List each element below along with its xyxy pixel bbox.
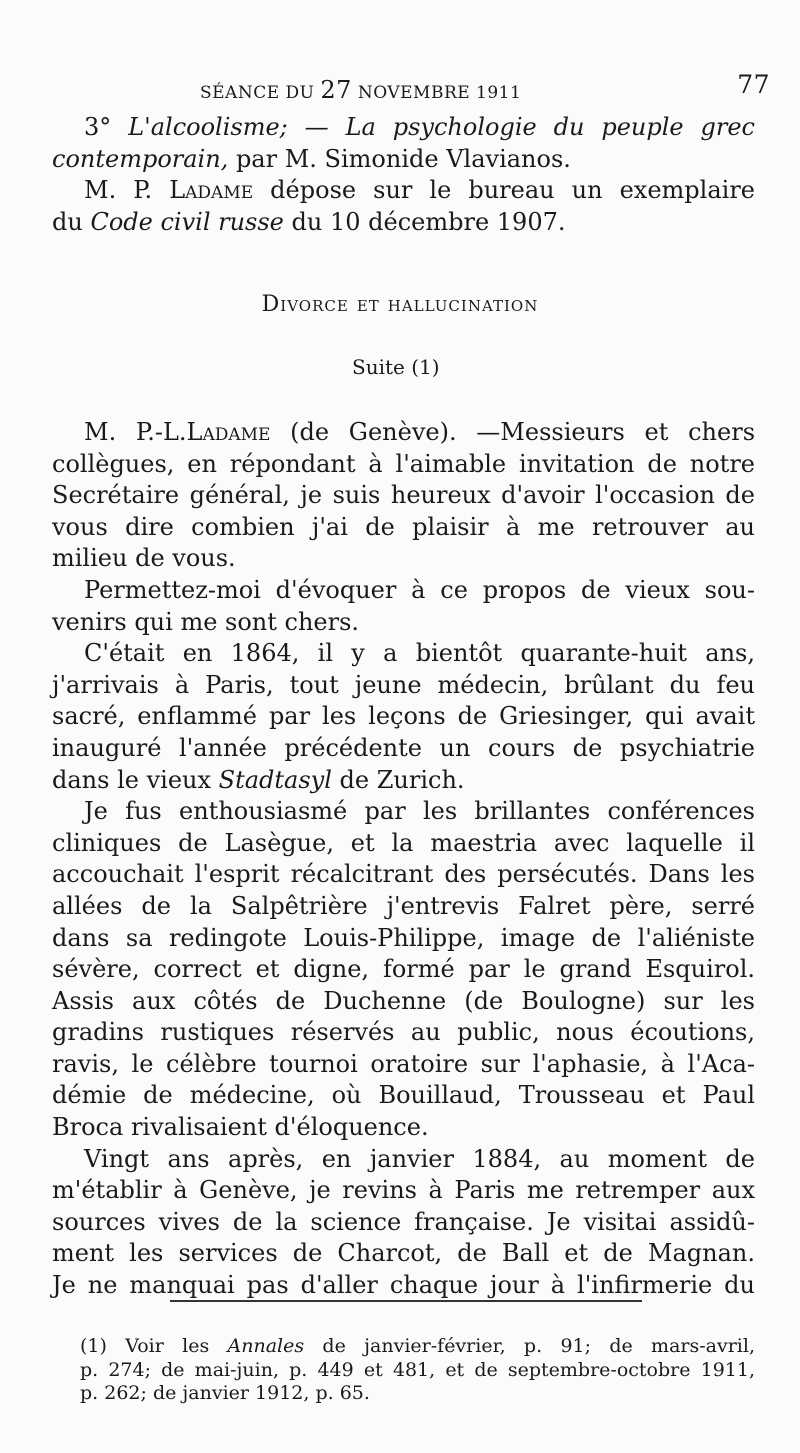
text-line: Vingt ans après, en janvier 1884, au moment de (84, 1144, 755, 1173)
text-line: démie de médecine, où Bouillaud, Trousseau et Paul (52, 1081, 755, 1110)
author-name: Ladame (169, 176, 254, 205)
text-line: venirs qui me sont chers. (52, 607, 360, 636)
footnote-line (80, 1335, 755, 1359)
text-line: allées de la Salpêtrière j'entrevis Falret père, serré (52, 891, 755, 920)
text-line: accouchait l'esprit récalcitrant des persécutés. Dans les (52, 860, 755, 889)
text-run: par M. Simonide Vlavianos. (228, 144, 571, 173)
footnote-line: p. 262; de janvier 1912, p. 65. (80, 1382, 370, 1404)
text-line (52, 112, 755, 144)
text-run: du 10 décembre 1907. (283, 207, 566, 236)
running-head (200, 76, 521, 104)
text-line: Broca rivalisaient d'éloquence. (52, 1113, 429, 1142)
text-line: Secrétaire général, je suis heureux d'avoir l'occasion de (52, 481, 755, 510)
text-line: C'était en 1864, il y a bientôt quarante-huit ans, (84, 639, 755, 668)
text-line: milieu de vous. (52, 544, 236, 573)
text-line: sacré, enflammé par les leçons de Griesinger, qui avait (52, 702, 755, 731)
text-run: M. P. (84, 176, 170, 205)
text-line: m'établir à Genève, je revins à Paris me retremper aux (52, 1176, 755, 1205)
text-line: sources vives de la science française. Je visitai assidû- (52, 1207, 755, 1236)
text-line: ment les services de Charcot, de Ball et de Magnan. (52, 1239, 755, 1268)
text-line: gradins rustiques réservés au public, nous écoutions, (52, 1018, 755, 1047)
text-line: Permettez-moi d'évoquer à ce propos de vieux sou- (84, 575, 755, 604)
text-run: (1) Voir les (80, 1335, 228, 1357)
italic-term: Stadtasyl (218, 765, 332, 794)
author-name: Ladame (186, 418, 271, 446)
text-line (52, 175, 755, 207)
text-line: sévère, correct et digne, formé par le grand Esquirol. (52, 955, 755, 984)
text-run: M. P.-L. (84, 418, 187, 446)
intro-block (52, 112, 755, 238)
italic-title: L'alcoolisme; — La psychologie du peuple grec (128, 113, 755, 141)
section-title: Divorce et hallucination (261, 292, 539, 317)
text-line: ravis, le célèbre tournoi oratoire sur l'aphasie, à l'Aca- (52, 1049, 755, 1078)
running-head-day: 27 (320, 76, 352, 104)
footnote-line: p. 274; de mai-juin, p. 449 et 481, et de septembre-octobre 1911, (80, 1358, 755, 1381)
running-head-part: NOVEMBRE 1911 (351, 83, 522, 103)
text-run: du (52, 207, 91, 236)
text-line (52, 417, 755, 449)
text-run: dépose sur le bureau un exemplaire (253, 176, 755, 205)
text-run: de Zurich. (331, 765, 465, 794)
text-run: de janvier-février, p. 91; de mars-avril, (304, 1335, 755, 1357)
italic-title: Code civil russe (90, 207, 284, 236)
page-number: 77 (737, 70, 770, 99)
footnote (80, 1335, 755, 1406)
text-line: dans sa redingote Louis-Philippe, image de l'aliéniste (52, 923, 755, 952)
italic-title: contemporain, (52, 144, 229, 173)
footnote-divider (170, 1300, 642, 1302)
text-run: dans le vieux (52, 765, 219, 794)
text-line (52, 765, 755, 797)
text-line: inauguré l'année précédente un cours de psychiatrie (52, 733, 755, 762)
text-line: Je fus enthousiasmé par les brillantes conférences (84, 797, 755, 826)
text-line (52, 207, 755, 239)
text-line: Assis aux côtés de Duchenne (de Boulogne) sur les (52, 986, 755, 1015)
section-subtitle: Suite (1) (352, 355, 440, 379)
text-run: (de Genève). —Messieurs et chers (270, 418, 756, 446)
text-line: j'arrivais à Paris, tout jeune médecin, brûlant du feu (52, 670, 755, 699)
text-line (52, 144, 755, 176)
text-run: 3° (84, 113, 129, 141)
text-line: collègues, en répondant à l'aimable invitation de notre (52, 449, 755, 478)
text-line: Je ne manquai pas d'aller chaque jour à l'infirmerie du (52, 1271, 755, 1300)
speech-block (52, 417, 755, 1302)
running-head-part: SÉANCE DU (200, 83, 321, 103)
italic-title: Annales (227, 1335, 305, 1357)
text-line: vous dire combien j'ai de plaisir à me retrouver au (52, 512, 755, 541)
text-line: cliniques de Lasègue, et la maestria avec laquelle il (52, 828, 755, 857)
